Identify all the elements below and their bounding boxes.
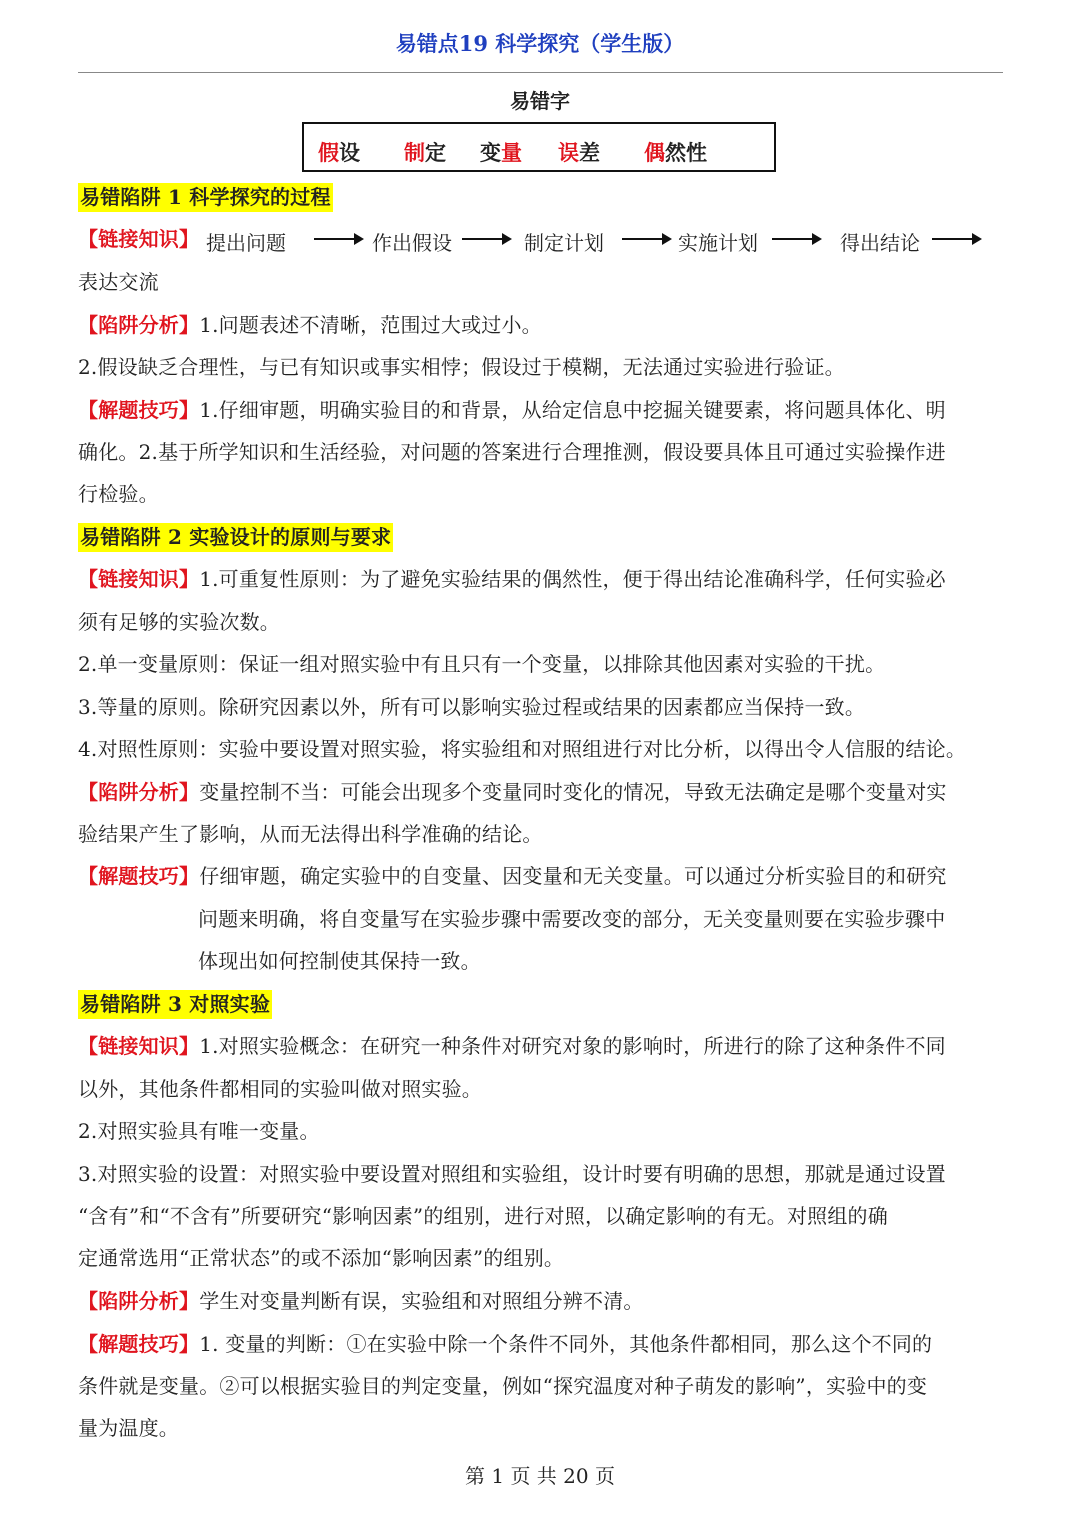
solving-tips: 【解题技巧】1. 变量的判断：①在实验中除一个条件不同外，其他条件都相同，那么这个不同的 [78,1332,933,1356]
typo-word: 误差 [558,140,600,165]
text-line: 4.对照性原则：实验中要设置对照实验，将实验组和对照组进行对比分析，以得出令人信服的结论。 [78,737,967,761]
typo-words-box [302,122,776,172]
arrow-icon [932,238,980,240]
solving-tips: 【解题技巧】1.仔细审题，明确实验目的和背景，从给定信息中挖掘关键要素，将问题具体化、明 [78,398,946,422]
typo-words-heading: 易错字 [510,89,570,113]
section-heading: 易错陷阱 3 对照实验 [78,990,1004,1018]
typo-word: 制定 [404,140,446,165]
typo-word: 假设 [318,140,360,165]
text-line: 2.假设缺乏合理性，与已有知识或事实相悖；假设过于模糊，无法通过实验进行验证。 [78,355,845,379]
link-knowledge: 【链接知识】1.对照实验概念：在研究一种条件对研究对象的影响时，所进行的除了这种条件不同 [78,1034,946,1058]
flow-step: 作出假设 [372,231,452,255]
text-line: 定通常选用“正常状态”的或不添加“影响因素”的组别。 [78,1246,565,1270]
section-heading: 易错陷阱 2 实验设计的原则与要求 [78,523,1004,551]
text-line: 问题来明确，将自变量写在实验步骤中需要改变的部分，无关变量则要在实验步骤中 [198,907,946,931]
arrow-icon [314,238,362,240]
text-line: 条件就是变量。②可以根据实验目的判定变量，例如“探究温度对种子萌发的影响”，实验中的变 [78,1374,928,1398]
arrow-icon [772,238,820,240]
text-line: 2.单一变量原则：保证一组对照实验中有且只有一个变量，以排除其他因素对实验的干扰。 [78,652,886,676]
flow-end: 表达交流 [78,270,159,294]
solving-tips: 【解题技巧】仔细审题，确定实验中的自变量、因变量和无关变量。可以通过分析实验目的和研究 [78,864,947,888]
arrow-icon [622,238,670,240]
arrow-icon [462,238,510,240]
flow-step: 实施计划 [678,231,758,255]
text-line: 量为温度。 [78,1416,179,1440]
text-line: 行检验。 [78,482,159,506]
text-line: 以外，其他条件都相同的实验叫做对照实验。 [78,1077,482,1101]
document-title: 易错点19 科学探究（学生版） [395,31,685,56]
link-knowledge: 【链接知识】1.可重复性原则：为了避免实验结果的偶然性，便于得出结论准确科学，任何实验必 [78,567,946,591]
flow-step: 得出结论 [840,231,920,255]
link-knowledge-label: 【链接知识】 [78,227,200,251]
header-divider [78,72,1003,73]
flow-step: 提出问题 [206,231,286,255]
trap-analysis: 【陷阱分析】学生对变量判断有误，实验组和对照组分辨不清。 [78,1289,644,1313]
flow-step: 制定计划 [524,231,604,255]
trap-analysis: 【陷阱分析】变量控制不当：可能会出现多个变量同时变化的情况，导致无法确定是哪个变量对实 [78,780,947,804]
text-line: 3.对照实验的设置：对照实验中要设置对照组和实验组，设计时要有明确的思想，那就是通过设置 [78,1162,946,1186]
text-line: 3.等量的原则。除研究因素以外，所有可以影响实验过程或结果的因素都应当保持一致。 [78,695,866,719]
page-number: 第 1 页 共 20 页 [465,1464,615,1488]
text-line: 须有足够的实验次数。 [78,610,280,634]
text-line: 体现出如何控制使其保持一致。 [198,949,481,973]
text-line: “含有”和“不含有”所要研究“影响因素”的组别，进行对照，以确定影响的有无。对照组的确 [78,1204,888,1228]
typo-word: 偶然性 [644,140,707,165]
text-line: 确化。2.基于所学知识和生活经验，对问题的答案进行合理推测，假设要具体且可通过实验操作进 [78,440,946,464]
text-line: 2.对照实验具有唯一变量。 [78,1119,320,1143]
section-heading: 易错陷阱 1 科学探究的过程 [78,183,1004,211]
trap-analysis: 【陷阱分析】1.问题表述不清晰，范围过大或过小。 [78,313,542,337]
text-line: 验结果产生了影响，从而无法得出科学准确的结论。 [78,822,543,846]
typo-word: 变量 [480,140,522,165]
